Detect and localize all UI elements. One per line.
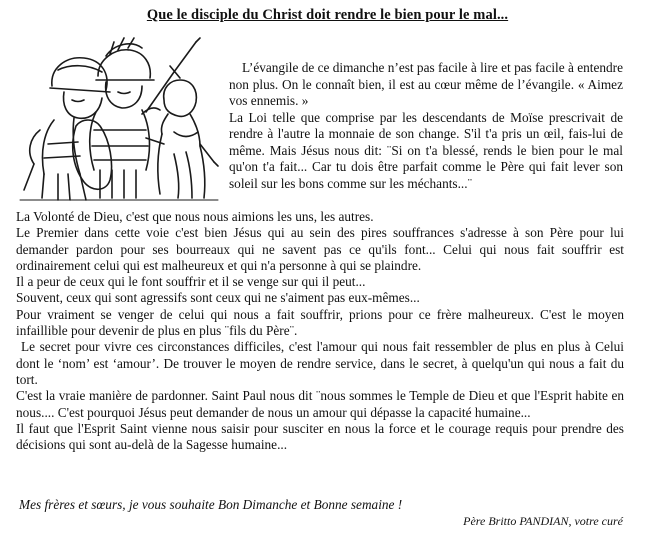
body-paragraph: Il a peur de ceux qui le font souffrir et il se venge sur qui il peut...: [16, 274, 366, 290]
body-text: [16, 209, 624, 453]
intro-paragraph: L’évangile de ce dimanche n’est pas facile à lire et pas facile à entendre non plus. On le connaît bien, il est au cœur même de l’évangile. « Aimez vos ennemis. »: [229, 60, 623, 108]
closing-greeting: Mes frères et sœurs, je vous souhaite Bon Dimanche et Bonne semaine !: [19, 497, 403, 512]
body-paragraph: Pour vraiment se venger de celui qui nous a fait souffrir, prions pour ce frère malheureux. C'est le moyen infaillible pour devenir de plus en plus ¨fils du Père¨.: [16, 306, 624, 339]
soldiers-arresting-jesus-drawing-icon: [14, 34, 222, 204]
intro-text: [229, 60, 623, 192]
intro-paragraph: La Loi telle que comprise par les descendants de Moïse prescrivait de rendre à l'autre la monnaie de son change. S'il t'a pris un œil, fais-lui de même. Mais Jésus nous dit: ¨Si on t'a blessé, rends le bien pour le mal qu'on t'a fait... Car tu dois être parfait comme le Père qui fait lever son soleil sur les bons comme sur les méchants...¨: [229, 109, 623, 191]
body-paragraph: Le Premier dans cette voie c'est bien Jésus qui au sein des pires souffrances s'adresse à son Père pour lui demander pardon pour ses bourreaux qui ne savent pas ce qu'ils font... Celui qui nous fait souffrir est ordinairement celui qui est malheureux et qui n'a personne à qui se plaindre.: [16, 225, 624, 273]
body-paragraph: La Volonté de Dieu, c'est que nous nous aimions les uns, les autres.: [16, 209, 374, 224]
body-paragraph: Le secret pour vivre ces circonstances difficiles, c'est l'amour qui nous fait ressembler de plus en plus à Celui dont le ‘nom’ est ‘amour’. De trouver le moyen de rendre service, dans le secret, à quelqu'un qui nous a fait du tort.: [16, 339, 624, 387]
body-paragraph: Il faut que l'Esprit Saint vienne nous saisir pour susciter en nous la force et le courage requis pour prendre des décisions qui sont au-delà de la Sagesse humaine...: [16, 420, 624, 453]
body-paragraph: Souvent, ceux qui sont agressifs sont ceux qui ne s'aiment pas eux-mêmes...: [16, 290, 420, 306]
page-title: Que le disciple du Christ doit rendre le bien pour le mal...: [146, 7, 509, 23]
body-paragraph: C'est la vraie manière de pardonner. Saint Paul nous dit ¨nous sommes le Temple de Dieu et que l'Esprit habite en nous.... C'est pourquoi Jésus peut demander de nous un amour qui dépasse la capacité humaine...: [16, 388, 624, 420]
signature: Père Britto PANDIAN, votre curé: [463, 514, 623, 528]
